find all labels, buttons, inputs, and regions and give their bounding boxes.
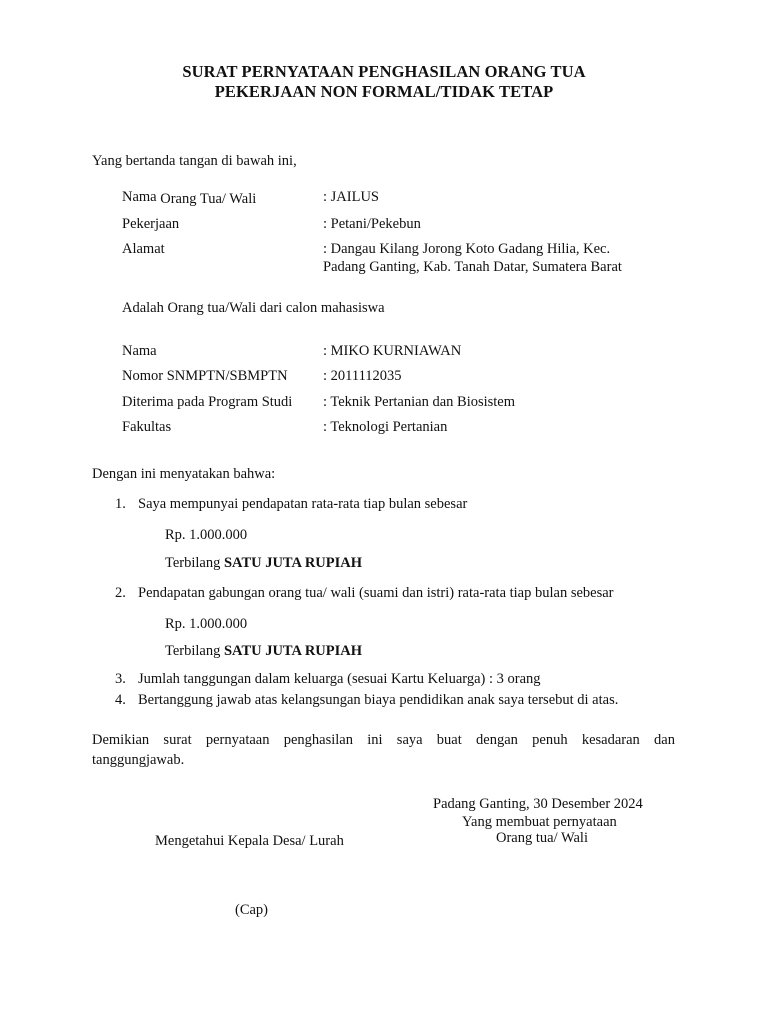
item-2-words-prefix: Terbilang <box>165 643 221 659</box>
item-1-amount: Rp. 1.000.000 <box>165 527 248 543</box>
item-3-text: Jumlah tanggungan dalam keluarga (sesuai Kartu Keluarga) : 3 orang <box>138 671 541 687</box>
student-number-value: : 2011112035 <box>323 368 402 384</box>
item-2-words <box>165 643 362 660</box>
item-2-text: Pendapatan gabungan orang tua/ wali (suami dan istri) rata-rata tiap bulan sebesar <box>138 585 614 601</box>
intro-text: Yang bertanda tangan di bawah ini, <box>92 153 297 169</box>
stamp-placeholder: (Cap) <box>235 902 269 918</box>
parent-name-value: : JAILUS <box>323 189 379 205</box>
item-4-number: 4. <box>115 692 126 708</box>
closing-line-2: tanggungjawab. <box>92 752 185 768</box>
student-number-label: Nomor SNMPTN/SBMPTN <box>122 368 288 384</box>
document-title-line-2: PEKERJAAN NON FORMAL/TIDAK TETAP <box>214 82 554 101</box>
item-2-number: 2. <box>115 585 126 601</box>
parent-job-value: : Petani/Pekebun <box>323 216 421 232</box>
item-1-words <box>165 555 362 572</box>
parent-job-label: Pekerjaan <box>122 216 180 232</box>
parent-address-value-line-1: : Dangau Kilang Jorong Koto Gadang Hilia, Kec. <box>323 241 611 257</box>
item-1-number: 1. <box>115 496 126 512</box>
student-program-label: Diterima pada Program Studi <box>122 394 293 410</box>
item-1-words-prefix: Terbilang <box>165 555 221 571</box>
parent-address-label: Alamat <box>122 241 165 257</box>
student-faculty-value: : Teknologi Pertanian <box>323 419 448 435</box>
item-1-words-amount: SATU JUTA RUPIAH <box>223 555 363 571</box>
parent-name-label-b: Orang Tua/ Wali <box>160 191 257 207</box>
student-faculty-label: Fakultas <box>122 419 172 435</box>
maker-role: Orang tua/ Wali <box>496 830 588 846</box>
statement-intro: Dengan ini menyatakan bahwa: <box>92 466 276 482</box>
student-program-value: : Teknik Pertanian dan Biosistem <box>323 394 516 410</box>
village-head-label: Mengetahui Kepala Desa/ Lurah <box>155 833 344 849</box>
parent-address-value-line-2: Padang Ganting, Kab. Tanah Datar, Sumatera Barat <box>323 259 622 275</box>
place-date: Padang Ganting, 30 Desember 2024 <box>433 796 643 812</box>
closing-line-1: Demikian surat pernyataan penghasilan ini saya buat dengan penuh kesadaran dan <box>92 732 675 748</box>
item-1-text: Saya mempunyai pendapatan rata-rata tiap bulan sebesar <box>138 496 468 512</box>
parent-name-label <box>122 189 256 206</box>
relation-text: Adalah Orang tua/Wali dari calon mahasiswa <box>122 300 385 316</box>
item-3-number: 3. <box>115 671 126 687</box>
item-2-amount: Rp. 1.000.000 <box>165 616 248 632</box>
item-4-text: Bertanggung jawab atas kelangsungan biaya pendidikan anak saya tersebut di atas. <box>138 692 619 708</box>
student-name-value: : MIKO KURNIAWAN <box>323 343 462 359</box>
document-title-line-1: SURAT PERNYATAAN PENGHASILAN ORANG TUA <box>182 62 586 81</box>
student-name-label: Nama <box>122 343 157 359</box>
parent-name-label-a: Nama <box>122 189 157 205</box>
maker-label: Yang membuat pernyataan <box>462 814 617 830</box>
item-2-words-amount: SATU JUTA RUPIAH <box>223 643 363 659</box>
